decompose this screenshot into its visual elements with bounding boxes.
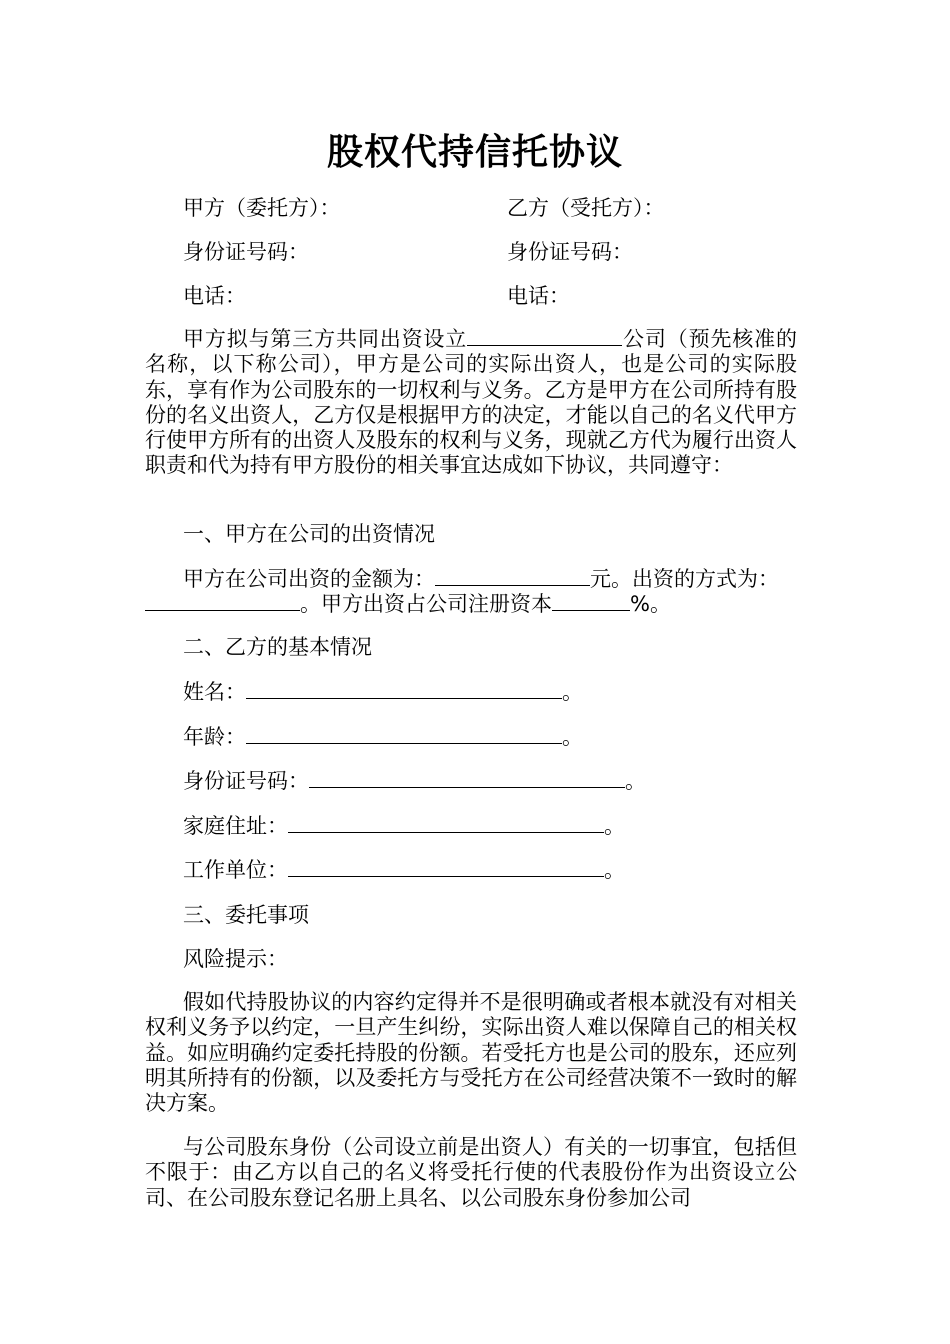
address-blank — [288, 814, 604, 833]
age-end: 。 — [562, 725, 583, 749]
id-label: 身份证号码： — [183, 769, 309, 793]
section-3-heading: 三、委托事项 — [183, 903, 309, 927]
id-line — [183, 768, 646, 794]
risk-label: 风险提示： — [183, 947, 288, 971]
workplace-line — [183, 857, 625, 883]
section-1-heading: 一、甲方在公司的出资情况 — [183, 522, 435, 546]
workplace-label: 工作单位： — [183, 858, 288, 882]
amount-label: 甲方在公司出资的金额为： — [183, 567, 435, 591]
party-b-role: 乙方（受托方）： — [507, 196, 665, 220]
amount-blank — [435, 567, 590, 586]
name-label: 姓名： — [183, 680, 246, 704]
percent-unit: %。 — [630, 592, 671, 616]
section-2-heading: 二、乙方的基本情况 — [183, 635, 372, 659]
amount-unit: 元。出资的方式为： — [590, 567, 779, 591]
workplace-end: 。 — [604, 858, 625, 882]
party-b-id-label: 身份证号码： — [507, 240, 633, 264]
percent-blank — [552, 592, 630, 611]
method-end: 。甲方出资占公司注册资本 — [300, 592, 552, 616]
age-label: 年龄： — [183, 725, 246, 749]
intro-paragraph — [145, 327, 797, 479]
risk-paragraph: 假如代持股协议的内容约定得并不是很明确或者根本就没有对相关权利义务予以约定，一旦产生纠纷，实际出资人难以保障自己的相关权益。如应明确约定委托持股的份额。若受托方也是公司的股东，还应列明其所持有的份额，以及委托方与受托方在公司经营决策不一致时的解决方案。 — [145, 990, 797, 1116]
age-blank — [246, 725, 562, 744]
name-blank — [246, 680, 562, 699]
address-line — [183, 813, 625, 839]
page-title: 股权代持信托协议 — [326, 132, 623, 173]
id-end: 。 — [625, 769, 646, 793]
name-end: 。 — [562, 680, 583, 704]
method-blank — [145, 592, 300, 611]
id-blank — [309, 769, 625, 788]
address-end: 。 — [604, 814, 625, 838]
company-name-blank — [467, 327, 622, 346]
party-a-role: 甲方（委托方）： — [183, 196, 341, 220]
intro-text-post: 公司（预先核准的名称，以下称公司），甲方是公司的实际出资人，也是公司的实际股东，享有作为公司股东的一切权利与义务。乙方是甲方在公司所持有股份的名义出资人，乙方仅是根据甲方的决定，才能以自己的名义代甲方行使甲方所有的出资人及股东的权利与义务，现就乙方代为履行出资人职责和代为持有甲方股份的相关事宜达成如下协议，共同遵守： — [145, 327, 798, 478]
investment-amount-line — [183, 566, 779, 592]
address-label: 家庭住址： — [183, 814, 288, 838]
matters-paragraph: 与公司股东身份（公司设立前是出资人）有关的一切事宜，包括但不限于：由乙方以自己的名义将受托行使的代表股份作为出资设立公司、在公司股东登记名册上具名、以公司股东身份参加公司 — [145, 1135, 797, 1210]
investment-method-line — [145, 591, 671, 617]
intro-text-pre: 甲方拟与第三方共同出资设立 — [183, 327, 468, 351]
name-line — [183, 679, 583, 705]
age-line — [183, 724, 583, 750]
party-b-phone-label: 电话： — [507, 284, 570, 308]
party-a-phone-label: 电话： — [183, 284, 246, 308]
party-a-id-label: 身份证号码： — [183, 240, 309, 264]
workplace-blank — [288, 858, 604, 877]
